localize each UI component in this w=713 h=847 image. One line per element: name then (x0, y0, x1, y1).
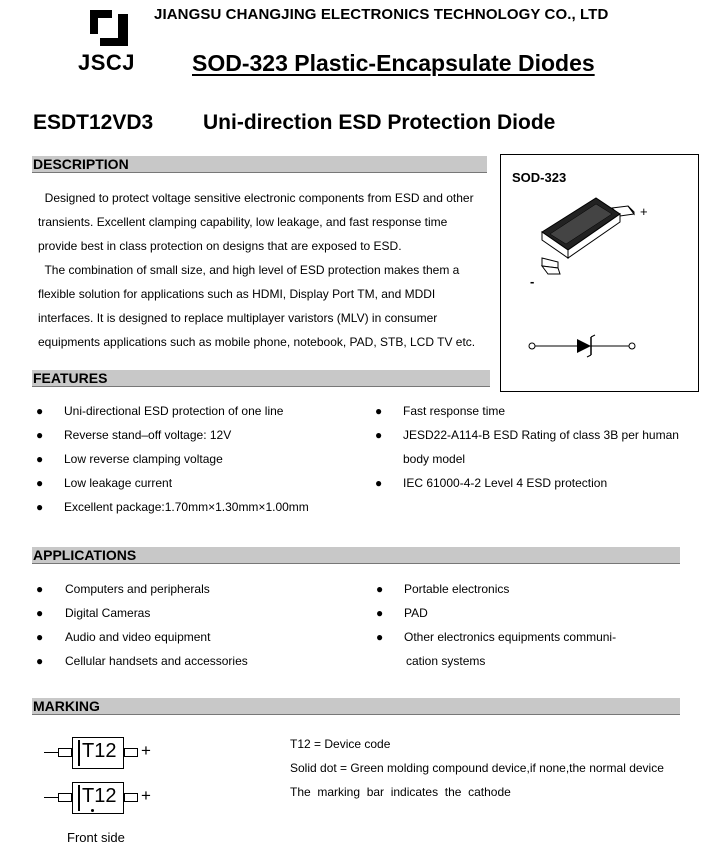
lead-line-left (44, 797, 58, 798)
marking-diagram-normal (44, 737, 164, 769)
feature-text: Low leakage current (64, 476, 173, 490)
marking-notes (290, 732, 664, 804)
bullet-icon: ● (376, 606, 384, 620)
lead-tab-right (124, 748, 138, 757)
part-description: Uni-direction ESD Protection Diode (203, 111, 556, 134)
application-text: Digital Cameras (65, 606, 151, 620)
description-body (38, 186, 493, 354)
solid-dot-icon (91, 809, 94, 812)
feature-text: JESD22-A114-B ESD Rating of class 3B per human (403, 428, 679, 442)
company-name: JIANGSU CHANGJING ELECTRONICS TECHNOLOGY CO., LTD (154, 6, 609, 23)
application-text: Portable electronics (404, 582, 510, 596)
description-line: equipments applications such as mobile phone, notebook, PAD, STB, LCD TV etc. (38, 335, 476, 349)
application-text: Cellular handsets and accessories (65, 654, 248, 668)
description-line: The combination of small size, and high level of ESD protection makes them a (38, 263, 460, 277)
description-line: interfaces. It is designed to replace multiplayer varistors (MLV) in consumer (38, 311, 438, 325)
sod323-package-icon (520, 190, 650, 300)
feature-text: Fast response time (403, 404, 506, 418)
applications-header: APPLICATIONS (32, 547, 680, 564)
bullet-icon: ● (376, 630, 384, 644)
part-number: ESDT12VD3 (33, 111, 154, 134)
package-plus-label: + (640, 204, 648, 219)
bullet-icon: ● (36, 452, 44, 466)
description-line: flexible solution for applications such as HDMI, Display Port TM, and MDDI (38, 287, 436, 301)
lead-line-left (44, 752, 58, 753)
marking-code: T12 (82, 740, 117, 762)
application-text: cation systems (406, 654, 486, 668)
logo-text: JSCJ (78, 50, 136, 75)
plus-label: + (141, 786, 151, 805)
lead-tab-left (58, 793, 72, 802)
plus-label: + (141, 741, 151, 760)
bullet-icon: ● (375, 404, 383, 418)
marking-diagram-green (44, 782, 164, 814)
application-text: PAD (404, 606, 428, 620)
application-text: Audio and video equipment (65, 630, 211, 644)
feature-text: body model (403, 452, 466, 466)
description-header: DESCRIPTION (32, 156, 487, 173)
feature-text: Reverse stand–off voltage: 12V (64, 428, 232, 442)
feature-text: IEC 61000-4-2 Level 4 ESD protection (403, 476, 608, 490)
bullet-icon: ● (36, 476, 44, 490)
feature-text: Excellent package:1.70mm×1.30mm×1.00mm (64, 500, 309, 514)
marking-header: MARKING (32, 698, 680, 715)
bullet-icon: ● (376, 582, 384, 596)
front-side-label: Front side (67, 830, 125, 845)
bullet-icon: ● (36, 606, 44, 620)
features-header: FEATURES (32, 370, 490, 387)
cathode-bar (78, 740, 80, 766)
feature-text: Uni-directional ESD protection of one line (64, 404, 284, 418)
document-title: SOD-323 Plastic-Encapsulate Diodes (192, 50, 595, 76)
jscj-logo-icon (88, 8, 132, 50)
bullet-icon: ● (36, 654, 44, 668)
bullet-icon: ● (375, 428, 383, 442)
application-text: Other electronics equipments communi- (404, 630, 617, 644)
bullet-icon: ● (375, 476, 383, 490)
bullet-icon: ● (36, 428, 44, 442)
bullet-icon: ● (36, 404, 44, 418)
application-text: Computers and peripherals (65, 582, 210, 596)
description-line: provide best in class protection on designs that are exposed to ESD. (38, 239, 402, 253)
bullet-icon: ● (36, 630, 44, 644)
bullet-icon: ● (36, 500, 44, 514)
package-label: SOD-323 (512, 170, 567, 185)
description-line: transients. Excellent clamping capability, low leakage, and fast response time (38, 215, 448, 229)
description-line: Designed to protect voltage sensitive electronic components from ESD and other (38, 191, 474, 205)
marking-note: T12 = Device code (290, 737, 391, 751)
lead-tab-right (124, 793, 138, 802)
cathode-bar (78, 785, 80, 811)
marking-note: Solid dot = Green molding compound device,if none,the normal device (290, 761, 664, 775)
lead-tab-left (58, 748, 72, 757)
marking-note: The marking bar indicates the cathode (290, 785, 511, 799)
marking-code: T12 (82, 785, 117, 807)
bullet-icon: ● (36, 582, 44, 596)
diode-symbol-icon (525, 334, 640, 358)
package-minus-label: - (530, 274, 535, 289)
feature-text: Low reverse clamping voltage (64, 452, 223, 466)
